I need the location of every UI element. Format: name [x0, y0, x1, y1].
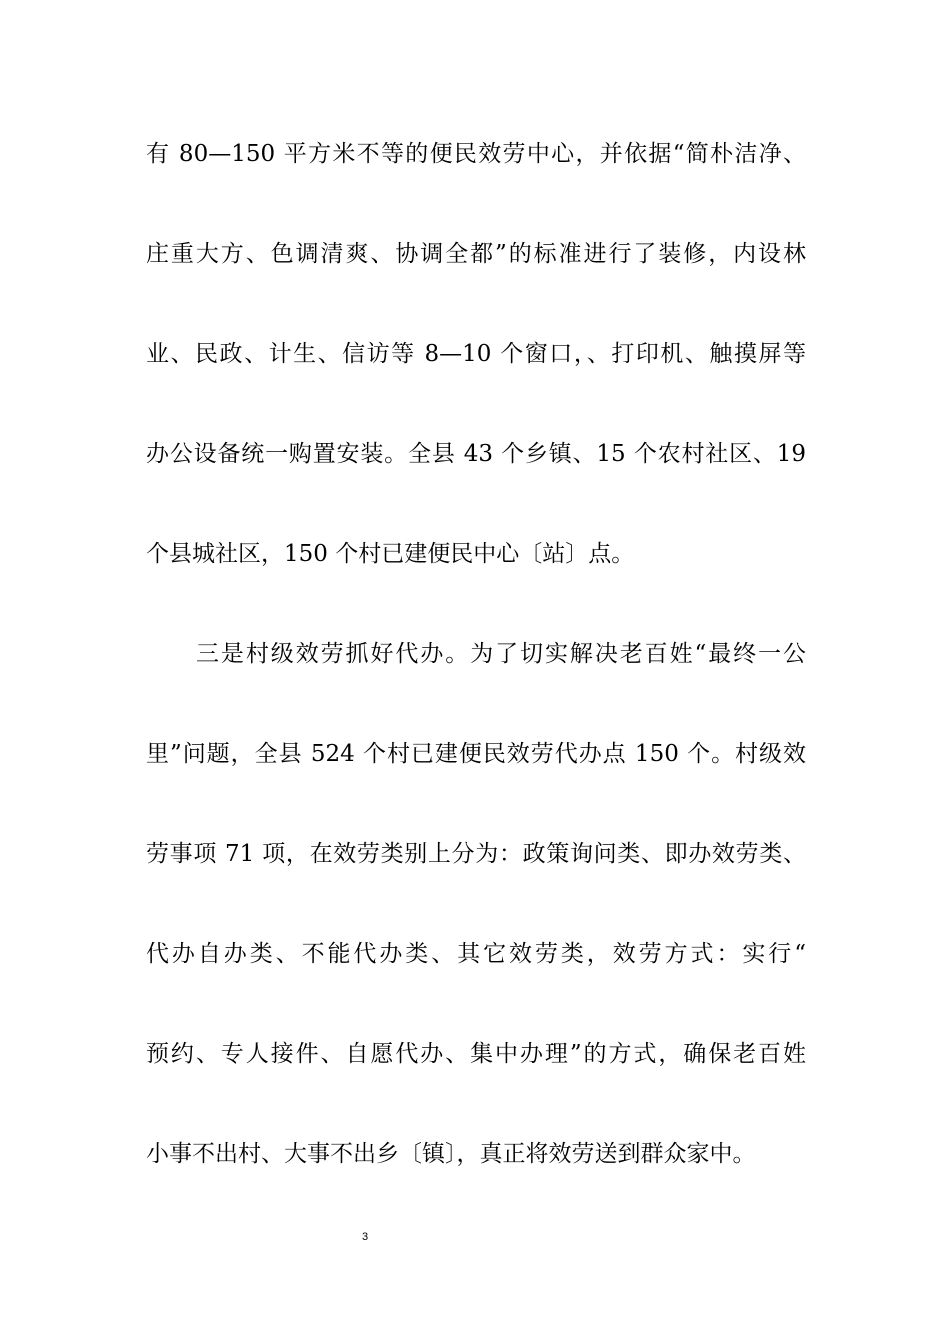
page-number: 3 — [361, 1231, 369, 1243]
paragraph-line: 里”问题，全县 524 个村已建便民效劳代办点 150 个。村级效 — [146, 741, 806, 767]
paragraph-line: 有 80—150 平方米不等的便民效劳中心，并依据“简朴洁净、 — [146, 141, 806, 167]
paragraph-line: 业、民政、计生、信访等 8—10 个窗口，、打印机、触摸屏等 — [146, 341, 806, 367]
paragraph-line: 办公设备统一购置安装。全县 43 个乡镇、15 个农村社区、19 — [146, 441, 806, 467]
paragraph-line: 个县城社区，150 个村已建便民中心〔站〕点。 — [146, 541, 635, 567]
paragraph-line: 预约、专人接件、自愿代办、集中办理”的方式，确保老百姓 — [146, 1041, 806, 1067]
paragraph-line: 小事不出村、大事不出乡〔镇〕，真正将效劳送到群众家中。 — [146, 1141, 756, 1167]
paragraph-line-indented: 三是村级效劳抓好代办。为了切实解决老百姓“最终一公 — [196, 641, 806, 667]
paragraph-line: 庄重大方、色调清爽、协调全都”的标准进行了装修，内设林 — [146, 241, 806, 267]
paragraph-line: 代办自办类、不能代办类、其它效劳类，效劳方式：实行“ — [146, 941, 806, 967]
paragraph-line: 劳事项 71 项，在效劳类别上分为：政策询问类、即办效劳类、 — [146, 841, 806, 867]
